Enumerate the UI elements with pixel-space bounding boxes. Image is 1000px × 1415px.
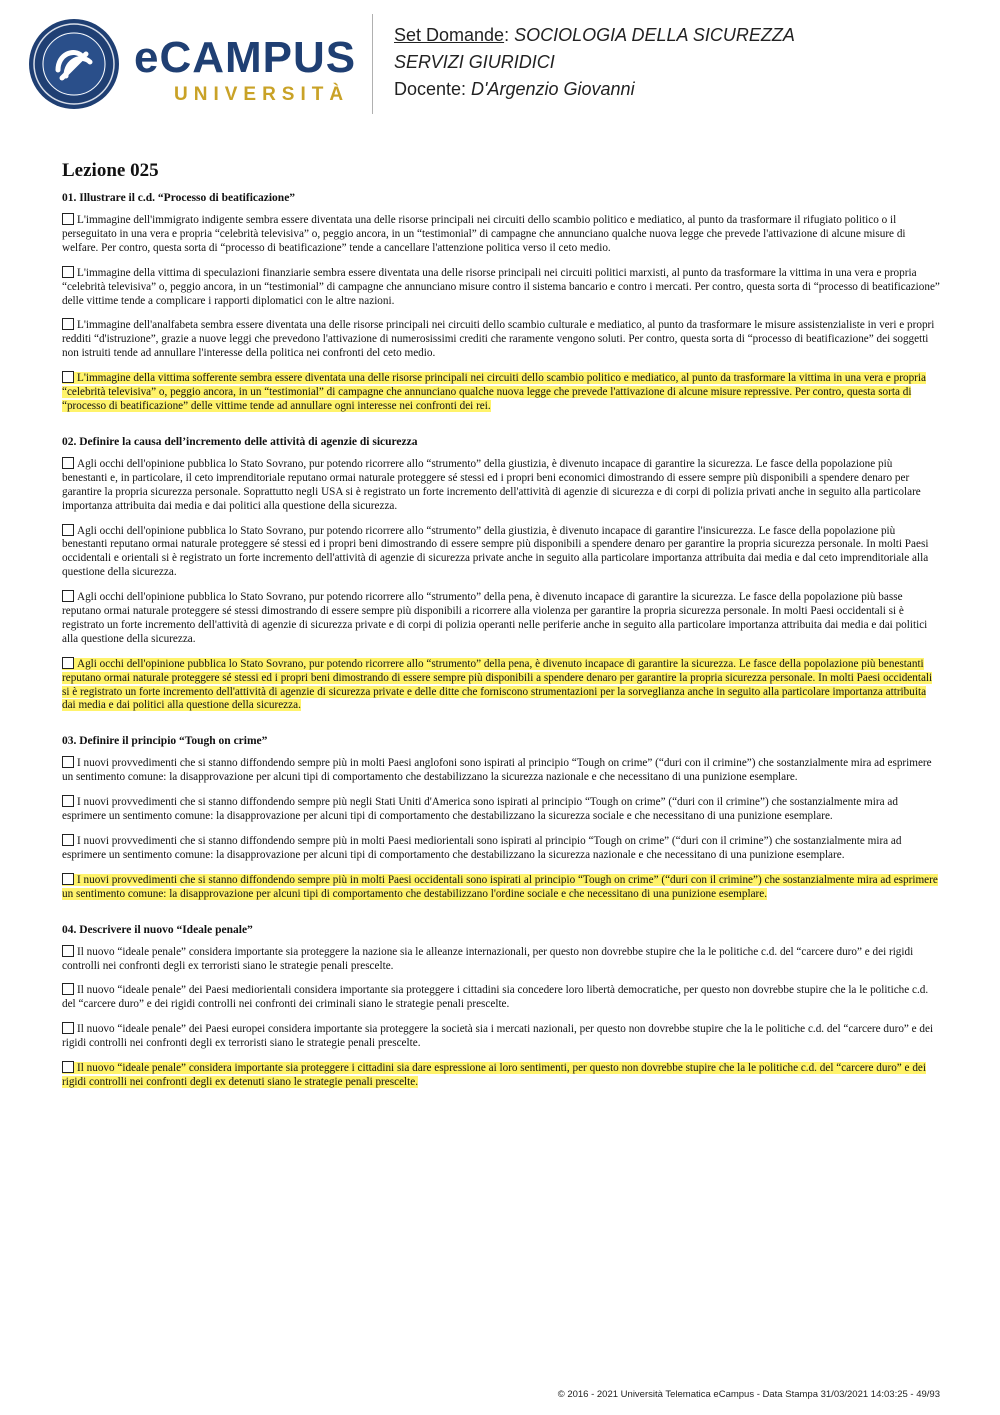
teacher-name: D'Argenzio Giovanni [471, 79, 635, 99]
answer-option-correct [62, 657, 940, 714]
ecampus-emblem-logo [28, 18, 120, 110]
answer-option-correct [62, 873, 940, 902]
answer-checkbox[interactable] [62, 1022, 74, 1034]
teacher-label: Docente: [394, 79, 472, 99]
answer-checkbox[interactable] [62, 1061, 74, 1073]
document-body [62, 160, 940, 1100]
teacher-line [394, 76, 795, 103]
answer-checkbox[interactable] [62, 945, 74, 957]
answer-text: I nuovi provvedimenti che si stanno diffondendo sempre più in molti Paesi occidentali sono ispirati al principio “Tough on crime” (“duri con il crimine”) che sostanzialmente mira ad esprimere un sentimento comune: la disapprovazione per alcuni tipi di comportamento che destabilizzano l'ordine sociale e che necessitano di una punizione esemplare. [62, 873, 938, 900]
answer-option [62, 756, 940, 785]
answer-text: Il nuovo “ideale penale” dei Paesi europei considera importante sia proteggere la società sia i mercati nazionali, per questo non dovrebbe stupire che la le politiche c.d. del “carcere duro” e dei rigidi controlli nei confronti degli ex terroristi siano le strategie penali prescelte. [62, 1023, 934, 1050]
header-divider [372, 14, 373, 114]
correct-answer-highlight [62, 372, 926, 412]
question-2 [62, 436, 940, 714]
question-1 [62, 192, 940, 414]
answer-checkbox[interactable] [62, 983, 74, 995]
correct-answer-highlight [62, 1062, 926, 1088]
set-separator: : [504, 25, 515, 45]
answer-option [62, 213, 940, 256]
answer-text: I nuovi provvedimenti che si stanno diffondendo sempre più negli Stati Uniti d'America sono ispirati al principio “Tough on crime” (“duri con il crimine”) che sostanzialmente mira ad esprimere un sentimento comune: la disapprovazione per alcuni tipi di comportamento che destabilizzano la sicurezza sociale e che necessitano di una punizione esemplare. [62, 796, 898, 823]
set-label: Set Domande [394, 25, 505, 45]
answer-text: I nuovi provvedimenti che si stanno diffondendo sempre più in molti Paesi anglofoni sono ispirati al principio “Tough on crime” (“duri con il crimine”) che sostanzialmente mira ad esprimere un sentimento comune: la disapprovazione per alcuni tipi di comportamento che destabilizzano la sicurezza nazionale e che necessitano di una punizione esemplare. [62, 757, 932, 784]
answer-option [62, 266, 940, 309]
answer-text: Agli occhi dell'opinione pubblica lo Stato Sovrano, pur potendo ricorrere allo “strumento” della pena, è divenuto incapace di garantire la sicurezza. Le fasce della popolazione più basse reputano ormai naturale proteggere sé stessi dimostrando di essere sempre più disponibili a ricorrere alla violenza per garantire la propria sicurezza personale. In molti Paesi occidentali si è registrato un forte incremento dell'attività di agenzie di sicurezza private e di corpi di polizia operanti nelle periferie anche in seguito alla particolare importanza attribuita dai media e dai politici alla questione della sicurezza. [62, 591, 928, 645]
answer-option [62, 590, 940, 647]
answer-checkbox[interactable] [62, 213, 74, 225]
answer-option [62, 318, 940, 361]
question-4 [62, 924, 940, 1090]
answer-option [62, 457, 940, 514]
answer-checkbox[interactable] [62, 834, 74, 846]
correct-answer-highlight [62, 658, 932, 712]
logo-text: eCAMPUS [134, 33, 357, 82]
lesson-title: Lezione 025 [62, 160, 159, 181]
answer-checkbox[interactable] [62, 318, 74, 330]
answer-text: Il nuovo “ideale penale” considera importante sia proteggere la nazione sia le alleanze internazionali, per questo non dovrebbe stupire che la le politiche c.d. del “carcere duro” e dei rigidi controlli nei confronti degli ex terroristi siano le strategie penali prescelte. [62, 945, 914, 972]
answer-option [62, 524, 940, 581]
answer-option [62, 834, 940, 863]
answer-checkbox[interactable] [62, 657, 74, 669]
answer-text: Agli occhi dell'opinione pubblica lo Stato Sovrano, pur potendo ricorrere allo “strumento” della giustizia, è divenuto incapace di garantire la sicurezza. Le fasce della popolazione più benestanti e, in particolare, il ceto imprenditoriale reputano ormai naturale proteggere sé stessi ed i propri beni economici dimostrando di essere sempre più disponibili a spendere denaro per garantire la propria sicurezza personale. Soprattutto negli USA si è registrato un forte incremento dell'attività di agenzie di sicurezza e di corpi di polizia privati anche in seguito alla particolare importanza attribuita dai media e dai politici alla questione della sicurezza. [62, 457, 921, 512]
correct-answer-highlight [62, 874, 938, 900]
answer-text: Il nuovo “ideale penale” dei Paesi mediorientali considera importante sia proteggere i cittadini sia concedere loro libertà democratiche, per questo non dovrebbe stupire che la le politiche c.d. del “carcere duro” e dei rigidi controlli nei confronti dei criminali siano le strategie penali prescelte. [62, 984, 929, 1011]
question-title: 03. Definire il principio “Tough on crime” [62, 735, 268, 748]
answer-option-correct [62, 371, 940, 414]
answer-checkbox[interactable] [62, 873, 74, 885]
answer-text: L'immagine dell'analfabeta sembra essere diventata una delle risorse principali nei circuiti dello scambio culturale e mediatico, al punto da trasformare le misure assistenzialiste in veri e propri redditi “d'istruzione”, grazie a nuove leggi che prevedono l'attivazione di numerosissimi crediti che raramente vengono soluti. Per contro, questa sorta di “processo di beatificazione” dei soggetti non istruiti tende ad annullare l'interesse della politica nei confronti del ceto medio. [62, 319, 935, 360]
answer-text: Il nuovo “ideale penale” considera importante sia proteggere i cittadini sia dare espressione ai loro sentimenti, per questo non dovrebbe stupire che la le politiche c.d. del “carcere duro” e dei rigidi controlli nei confronti degli ex detenuti siano le strategie penali prescelte. [62, 1062, 926, 1088]
ecampus-wordmark [134, 33, 357, 106]
set-line [394, 22, 795, 49]
answer-checkbox[interactable] [62, 795, 74, 807]
set-value: SOCIOLOGIA DELLA SICUREZZA [514, 25, 795, 45]
course-line [394, 49, 795, 76]
page-footer: © 2016 - 2021 Università Telematica eCampus - Data Stampa 31/03/2021 14:03:25 - 49/93 [557, 1389, 940, 1400]
question-3 [62, 735, 940, 901]
question-title: 02. Definire la causa dell’incremento delle attività di agenzie di sicurezza [62, 435, 418, 448]
answer-text: Agli occhi dell'opinione pubblica lo Stato Sovrano, pur potendo ricorrere allo “strumento” della giustizia, è divenuto incapace di garantire l'insicurezza. Le fasce della popolazione più benestanti reputano ormai naturale proteggere sé stessi ed i propri beni dimostrando di essere sempre più disponibili a spendere denaro per garantire la propria sicurezza personale. In molti Paesi occidentali e orientali si è registrato un forte incremento dell'attività di agenzie di sicurezza private anche in seguito alla particolare importanza attribuita dai media e dal ceto imprenditoriale alla questione della sicurezza. [62, 524, 929, 579]
logo-subtext: UNIVERSITÀ [174, 84, 350, 105]
answer-text: L'immagine della vittima di speculazioni finanziarie sembra essere diventata una delle risorse principali nei circuiti politici marxisti, al punto da trasformare la vittima in una vera e propria “celebrità televisiva” o, peggio ancora, in un “testimonial” di campagne che annunciano misure contro il sistema bancario e contro i mercati. Per contro, questa sorta di “processo di beatificazione” delle vittime tende a complicare i rapporti diplomatici con le altre nazioni. [62, 266, 940, 307]
answer-option [62, 983, 940, 1012]
answer-option-correct [62, 1061, 940, 1090]
answer-checkbox[interactable] [62, 371, 74, 383]
answer-text: L'immagine dell'immigrato indigente sembra essere diventata una delle risorse principali nei circuiti dello scambio politico e mediatico, al punto da trasformare il rifugiato politico o il perseguitato in una vera e propria “celebrità televisiva” o, peggio ancora, in un “testimonial” di campagne che annunciano qualche nuova legge che prevede l'attivazione di alcune misure di welfare. Per contro, questa sorta di “processo di beatificazione” tende a cancellare l'attenzione politica verso il ceto medio. [62, 214, 906, 254]
answer-option [62, 1022, 940, 1051]
question-title: 04. Descrivere il nuovo “Ideale penale” [62, 923, 253, 936]
answer-checkbox[interactable] [62, 590, 74, 602]
answer-text: Agli occhi dell'opinione pubblica lo Stato Sovrano, pur potendo ricorrere allo “strumento” della pena, è divenuto incapace di garantire la sicurezza. Le fasce della popolazione più benestanti reputano ormai naturale proteggere sé stessi ed i propri beni dimostrando di essere sempre più disponibili a spendere denaro per garantire la propria sicurezza personale. In molti Paesi occidentali si è registrato un forte incremento dell'attività di agenzie di sicurezza private e delle ditte che forniscono strumentazioni per la sorveglianza anche in seguito alla particolare importanza attribuita dai media e dai politici alla questione della sicurezza. [62, 657, 933, 712]
course-name: SERVIZI GIURIDICI [394, 52, 555, 72]
answer-checkbox[interactable] [62, 524, 74, 536]
answer-option [62, 945, 940, 974]
answer-option [62, 795, 940, 824]
question-title: 01. Illustrare il c.d. “Processo di beatificazione” [62, 192, 296, 204]
answer-text: I nuovi provvedimenti che si stanno diffondendo sempre più in molti Paesi mediorientali sono ispirati al principio “Tough on crime” (“duri con il crimine”) che sostanzialmente mira ad esprimere un sentimento comune: la disapprovazione per alcuni tipi di comportamento che destabilizzano la sicurezza nazionale e che necessitano di una punizione esemplare. [62, 835, 902, 861]
answer-checkbox[interactable] [62, 457, 74, 469]
header-info [394, 22, 795, 103]
answer-checkbox[interactable] [62, 266, 74, 278]
answer-checkbox[interactable] [62, 756, 74, 768]
answer-text: L'immagine della vittima sofferente sembra essere diventata una delle risorse principali nei circuiti dello scambio politico e mediatico, al punto da trasformare la vittima in una vera e propria “celebrità televisiva” o, peggio ancora, in un “testimonial” di campagne che annunciano qualche nuova legge che prevede l'attivazione di alcune misure repressive. Per contro, questa sorta di “processo di beatificazione” delle vittime tende ad annullare ogni interesse nei confronti dei rei. [62, 372, 926, 412]
